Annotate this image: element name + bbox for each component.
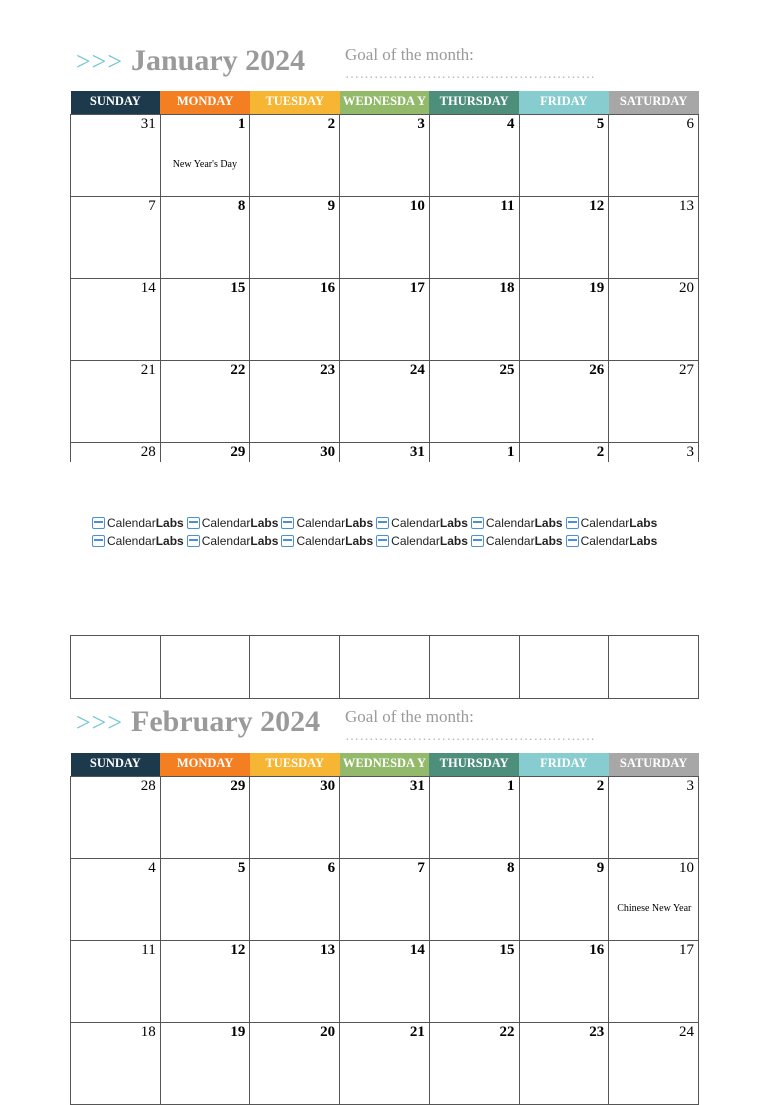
calendarlabs-logo (566, 516, 658, 530)
weekday-header-saturday: SATURDAY (609, 91, 699, 115)
day-number: 4 (148, 860, 156, 876)
day-cell[interactable] (71, 941, 161, 1023)
week-row (71, 197, 699, 279)
day-number: 31 (409, 444, 425, 460)
day-cell[interactable] (160, 777, 250, 859)
calendar-icon (376, 535, 389, 547)
day-number: 22 (230, 362, 246, 378)
day-number: 31 (140, 116, 156, 132)
calendar-icon (281, 517, 294, 529)
calendarlabs-logo (92, 534, 184, 548)
calendarlabs-logo (187, 534, 279, 548)
calendarlabs-logo (376, 534, 468, 548)
day-cell[interactable] (519, 197, 609, 279)
day-number: 10 (679, 860, 694, 876)
day-number: 5 (237, 860, 246, 876)
day-cell[interactable] (429, 777, 519, 859)
january-calendar (70, 91, 699, 462)
day-cell[interactable] (160, 361, 250, 443)
watermark-row (92, 532, 702, 550)
day-number: 2 (596, 444, 605, 460)
day-number: 13 (679, 198, 694, 214)
week-row (71, 1023, 699, 1105)
empty-cell (250, 636, 340, 699)
day-number: 30 (320, 778, 336, 794)
day-cell[interactable] (160, 115, 250, 197)
day-cell[interactable] (519, 777, 609, 859)
calendar-icon (92, 535, 105, 547)
day-number: 8 (507, 860, 515, 876)
january-title (76, 44, 305, 84)
empty-cell (519, 636, 609, 699)
week-row (71, 443, 699, 463)
goal-label: Goal of the month: (345, 45, 474, 64)
day-number: 30 (320, 444, 336, 460)
day-cell[interactable] (340, 1023, 430, 1105)
holiday-label: Chinese New Year (617, 903, 692, 914)
day-number: 27 (679, 362, 694, 378)
day-number: 3 (686, 444, 694, 460)
day-number: 7 (148, 198, 156, 214)
day-number: 2 (327, 116, 336, 132)
day-number: 21 (409, 1024, 425, 1040)
week-row (71, 941, 699, 1023)
empty-cell (609, 636, 699, 699)
brand-light: Calendar (391, 516, 440, 530)
day-cell[interactable] (250, 197, 340, 279)
february-goal (345, 707, 670, 745)
calendar-icon (281, 535, 294, 547)
february-title (76, 705, 320, 745)
day-cell[interactable] (609, 777, 699, 859)
weekday-header-tuesday: TUESDAY (250, 753, 340, 777)
calendarlabs-logo (187, 516, 279, 530)
goal-label: Goal of the month: (345, 707, 474, 726)
day-cell[interactable] (609, 941, 699, 1023)
month-name: January 2024 (131, 44, 306, 77)
calendarlabs-logo (566, 534, 658, 548)
weekday-header-monday: MONDAY (160, 91, 250, 115)
empty-cell (71, 636, 161, 699)
january-goal (345, 45, 670, 83)
day-cell[interactable] (71, 443, 161, 463)
brand-bold: Labs (629, 534, 658, 548)
calendar-icon (471, 535, 484, 547)
day-cell[interactable] (429, 859, 519, 941)
day-number: 29 (230, 778, 246, 794)
day-cell[interactable] (340, 115, 430, 197)
watermark-row (92, 514, 702, 532)
day-number: 18 (140, 1024, 156, 1040)
day-cell[interactable] (250, 279, 340, 361)
goal-dotted-line: …………………………………….……… (345, 71, 596, 82)
day-number: 25 (499, 362, 515, 378)
day-cell[interactable] (71, 859, 161, 941)
day-number: 15 (230, 280, 246, 296)
day-cell[interactable] (160, 279, 250, 361)
day-number: 12 (589, 198, 605, 214)
goal-dotted-line: …………………………………….……… (345, 733, 596, 744)
calendarlabs-logo (471, 516, 563, 530)
weekday-header-friday: FRIDAY (519, 91, 609, 115)
calendar-icon (376, 517, 389, 529)
brand-light: Calendar (201, 534, 251, 548)
day-cell[interactable] (519, 859, 609, 941)
weekday-header-thursday: THURSDAY (429, 753, 519, 777)
day-cell[interactable] (160, 1023, 250, 1105)
day-cell[interactable] (429, 197, 519, 279)
day-cell[interactable] (160, 859, 250, 941)
day-cell[interactable] (160, 941, 250, 1023)
calendarlabs-logo (376, 516, 468, 530)
day-number: 14 (140, 280, 156, 296)
calendarlabs-logo (92, 516, 184, 530)
day-number: 11 (500, 198, 515, 214)
day-cell[interactable] (609, 443, 699, 463)
empty-calendar-row (70, 635, 699, 699)
brand-bold: Labs (439, 534, 468, 548)
day-cell[interactable] (71, 115, 161, 197)
weekday-header-saturday: SATURDAY (609, 753, 699, 777)
day-number: 1 (507, 444, 515, 460)
calendar-icon (92, 517, 105, 529)
day-number: 9 (327, 198, 336, 214)
day-number: 29 (230, 444, 246, 460)
day-cell[interactable] (340, 279, 430, 361)
day-cell[interactable] (609, 859, 699, 941)
week-row (71, 859, 699, 941)
day-cell[interactable] (519, 115, 609, 197)
weekday-header-wednesday: WEDNESDA Y (340, 91, 430, 115)
day-cell[interactable] (71, 279, 161, 361)
calendar-icon (187, 517, 200, 529)
brand-bold: Labs (534, 534, 563, 548)
brand-bold: Labs (155, 534, 184, 548)
day-number: 9 (596, 860, 605, 876)
day-number: 16 (589, 942, 605, 958)
day-cell[interactable] (71, 197, 161, 279)
day-cell[interactable] (519, 361, 609, 443)
day-number: 23 (320, 362, 336, 378)
day-number: 31 (409, 778, 425, 794)
empty-cell (160, 636, 250, 699)
week-row (71, 361, 699, 443)
day-cell[interactable] (519, 443, 609, 463)
day-number: 3 (686, 778, 694, 794)
day-cell[interactable] (519, 279, 609, 361)
weekday-header-thursday: THURSDAY (429, 91, 519, 115)
day-number: 28 (140, 778, 156, 794)
arrows-decoration: >>> (76, 708, 123, 737)
day-number: 10 (409, 198, 425, 214)
brand-light: Calendar (107, 516, 156, 530)
brand-bold: Labs (345, 534, 374, 548)
day-number: 26 (589, 362, 605, 378)
day-number: 17 (679, 942, 694, 958)
day-cell[interactable] (609, 1023, 699, 1105)
brand-light: Calendar (201, 516, 251, 530)
brand-bold: Labs (250, 516, 279, 530)
day-number: 17 (409, 280, 425, 296)
day-number: 14 (409, 942, 425, 958)
month-name: February 2024 (131, 705, 321, 738)
day-cell[interactable] (71, 361, 161, 443)
weekday-header-wednesday: WEDNESDA Y (340, 753, 430, 777)
day-number: 24 (409, 362, 425, 378)
day-cell[interactable] (609, 361, 699, 443)
weekday-header-sunday: SUNDAY (71, 753, 161, 777)
day-number: 8 (237, 198, 246, 214)
day-cell[interactable] (340, 777, 430, 859)
day-number: 21 (140, 362, 156, 378)
week-row (71, 279, 699, 361)
calendarlabs-logo (471, 534, 563, 548)
day-number: 23 (589, 1024, 605, 1040)
day-number: 7 (417, 860, 425, 876)
brand-bold: Labs (439, 516, 468, 530)
day-number: 18 (499, 280, 515, 296)
brand-light: Calendar (296, 516, 346, 530)
day-cell[interactable] (429, 443, 519, 463)
empty-cell (340, 636, 430, 699)
day-cell[interactable] (429, 361, 519, 443)
brand-light: Calendar (391, 534, 440, 548)
day-cell[interactable] (71, 777, 161, 859)
day-cell[interactable] (609, 115, 699, 197)
weekday-header-friday: FRIDAY (519, 753, 609, 777)
day-number: 2 (596, 778, 605, 794)
day-number: 5 (596, 116, 605, 132)
day-number: 22 (499, 1024, 515, 1040)
day-number: 20 (679, 280, 694, 296)
day-cell[interactable] (340, 859, 430, 941)
day-number: 4 (507, 116, 515, 132)
day-cell[interactable] (160, 443, 250, 463)
calendarlabs-watermark (92, 514, 702, 550)
day-number: 20 (320, 1024, 336, 1040)
brand-bold: Labs (345, 516, 374, 530)
holiday-label: New Year's Day (172, 159, 237, 170)
calendar-icon (566, 535, 579, 547)
day-number: 6 (686, 116, 694, 132)
day-number: 24 (679, 1024, 694, 1040)
brand-light: Calendar (107, 534, 156, 548)
brand-light: Calendar (580, 516, 630, 530)
day-cell[interactable] (250, 115, 340, 197)
day-cell[interactable] (250, 941, 340, 1023)
day-cell[interactable] (250, 361, 340, 443)
day-cell[interactable] (71, 1023, 161, 1105)
calendarlabs-logo (281, 516, 373, 530)
day-cell[interactable] (519, 941, 609, 1023)
brand-light: Calendar (485, 534, 535, 548)
day-cell[interactable] (429, 941, 519, 1023)
day-number: 19 (589, 280, 605, 296)
weekday-header-tuesday: TUESDAY (250, 91, 340, 115)
weekday-header-monday: MONDAY (160, 753, 250, 777)
brand-bold: Labs (629, 516, 658, 530)
day-cell[interactable] (250, 777, 340, 859)
day-cell[interactable] (609, 279, 699, 361)
day-number: 1 (507, 778, 515, 794)
calendar-icon (471, 517, 484, 529)
february-calendar (70, 753, 699, 1105)
week-row (71, 777, 699, 859)
day-number: 11 (141, 942, 156, 958)
day-number: 15 (499, 942, 515, 958)
brand-light: Calendar (296, 534, 346, 548)
day-number: 16 (320, 280, 336, 296)
day-number: 6 (327, 860, 336, 876)
day-cell[interactable] (429, 115, 519, 197)
brand-light: Calendar (485, 516, 535, 530)
brand-bold: Labs (250, 534, 279, 548)
day-number: 12 (230, 942, 246, 958)
weekday-header-sunday: SUNDAY (71, 91, 161, 115)
day-number: 28 (140, 444, 156, 460)
calendar-icon (566, 517, 579, 529)
day-cell[interactable] (340, 197, 430, 279)
day-number: 13 (320, 942, 336, 958)
day-cell[interactable] (340, 443, 430, 463)
day-cell[interactable] (250, 859, 340, 941)
day-number: 1 (237, 116, 246, 132)
day-cell[interactable] (429, 1023, 519, 1105)
day-cell[interactable] (429, 279, 519, 361)
day-cell[interactable] (609, 197, 699, 279)
day-cell[interactable] (340, 941, 430, 1023)
brand-light: Calendar (580, 534, 630, 548)
day-cell[interactable] (519, 1023, 609, 1105)
day-cell[interactable] (250, 1023, 340, 1105)
day-cell[interactable] (340, 361, 430, 443)
day-cell[interactable] (250, 443, 340, 463)
day-number: 3 (417, 116, 425, 132)
brand-bold: Labs (534, 516, 563, 530)
empty-cell (429, 636, 519, 699)
calendar-icon (187, 535, 200, 547)
day-cell[interactable] (160, 197, 250, 279)
brand-bold: Labs (155, 516, 184, 530)
day-number: 19 (230, 1024, 246, 1040)
arrows-decoration: >>> (76, 47, 123, 76)
calendarlabs-logo (281, 534, 373, 548)
week-row (71, 115, 699, 197)
